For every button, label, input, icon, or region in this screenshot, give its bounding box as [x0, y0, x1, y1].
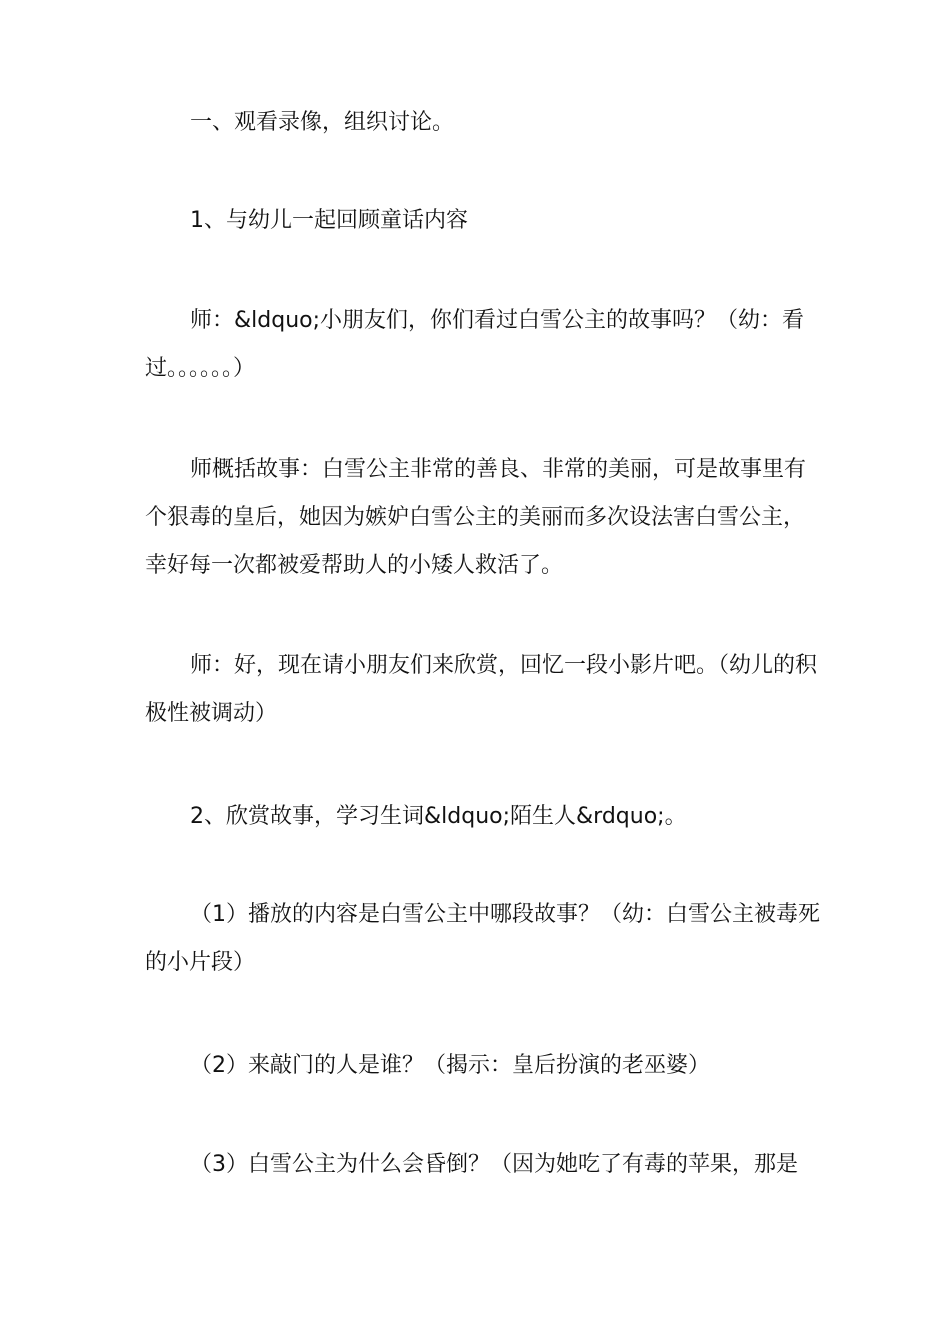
paragraph: 师：&ldquo;小朋友们，你们看过白雪公主的故事吗？（幼：看过。。。。。。） — [145, 308, 805, 381]
question-item: （3）白雪公主为什么会昏倒？（因为她吃了有毒的苹果，那是 — [190, 1152, 798, 1177]
subsection-heading: 1、与幼儿一起回顾童话内容 — [190, 208, 468, 233]
paragraph: 师概括故事：白雪公主非常的善良、非常的美丽，可是故事里有个狠毒的皇后，她因为嫉妒白雪公主的美丽而多次设法害白雪公主，幸好每一次都被爱帮助人的小矮人救活了。 — [145, 457, 807, 578]
section-heading: 一、观看录像，组织讨论。 — [190, 110, 455, 135]
question-item: （1）播放的内容是白雪公主中哪段故事？（幼：白雪公主被毒死的小片段） — [145, 902, 820, 975]
paragraph: 师：好，现在请小朋友们来欣赏，回忆一段小影片吧。（幼儿的积极性被调动） — [145, 653, 818, 726]
question-item: （2）来敲门的人是谁？（揭示：皇后扮演的老巫婆） — [190, 1053, 710, 1078]
subsection-heading: 2、欣赏故事，学习生词&ldquo;陌生人&rdquo;。 — [190, 804, 687, 829]
